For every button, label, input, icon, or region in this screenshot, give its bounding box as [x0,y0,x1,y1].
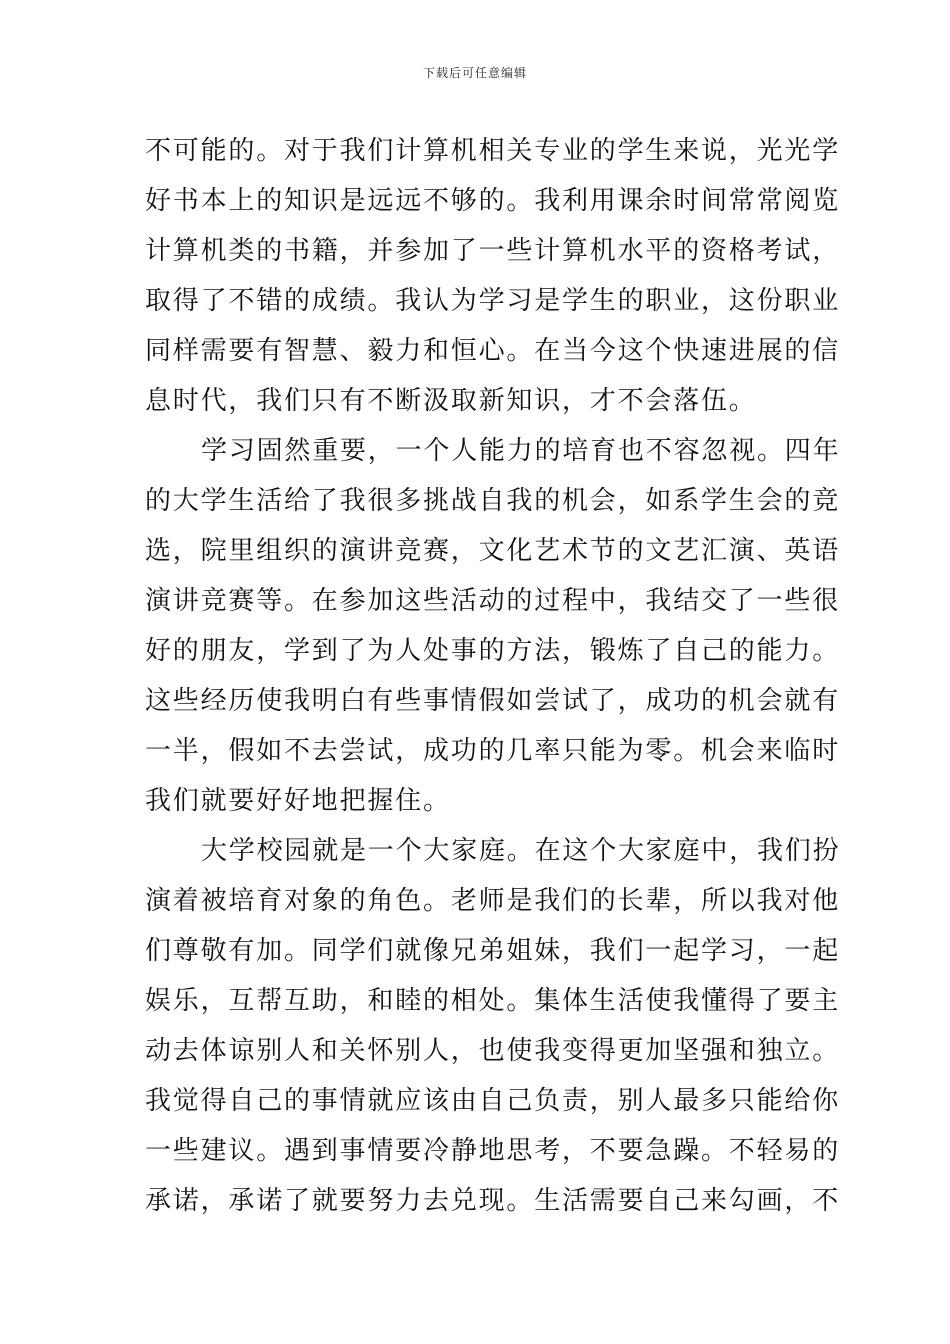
text-line: 承诺，承诺了就要努力去兑现。生活需要自己来勾画，不 [145,1186,841,1216]
text-line: 不可能的。对于我们计算机相关专业的学生来说，光光学 [145,136,841,166]
text-line-first: 大学校园就是一个大家庭。在这个大家庭中，我们扮 [201,836,841,866]
text-line: 的大学生活给了我很多挑战自我的机会，如系学生会的竞 [145,486,841,516]
text-line: 一些建议。遇到事情要冷静地思考，不要急躁。不轻易的 [145,1136,841,1166]
text-line: 取得了不错的成绩。我认为学习是学生的职业，这份职业 [145,286,841,316]
text-line: 们尊敬有加。同学们就像兄弟姐妹，我们一起学习，一起 [145,936,841,966]
text-line: 演讲竞赛等。在参加这些活动的过程中，我结交了一些很 [145,586,841,616]
text-line-first: 学习固然重要，一个人能力的培育也不容忽视。四年 [201,436,841,466]
text-line: 同样需要有智慧、毅力和恒心。在当今这个快速进展的信 [145,336,841,366]
text-line: 好书本上的知识是远远不够的。我利用课余时间常常阅览 [145,186,841,216]
text-line: 动去体谅别人和关怀别人，也使我变得更加坚强和独立。 [145,1036,841,1066]
text-line: 我觉得自己的事情就应该由自己负责，别人最多只能给你 [145,1086,841,1116]
paragraph-1 [145,126,841,426]
text-line: 演着被培育对象的角色。老师是我们的长辈，所以我对他 [145,886,841,916]
text-line: 娱乐，互帮互助，和睦的相处。集体生活使我懂得了要主 [145,986,841,1016]
paragraph-2 [145,426,841,826]
text-line: 选，院里组织的演讲竞赛，文化艺术节的文艺汇演、英语 [145,536,841,566]
document-body [145,126,841,1226]
text-line: 一半，假如不去尝试，成功的几率只能为零。机会来临时 [145,736,841,766]
text-line: 这些经历使我明白有些事情假如尝试了，成功的机会就有 [145,686,841,716]
paragraph-3 [145,826,841,1226]
text-line: 计算机类的书籍，并参加了一些计算机水平的资格考试， [145,236,841,266]
text-line: 息时代，我们只有不断汲取新知识，才不会落伍。 [145,386,757,416]
text-line: 我们就要好好地把握住。 [145,786,451,816]
text-line: 好的朋友，学到了为人处事的方法，锻炼了自己的能力。 [145,636,841,666]
page-header: 下载后可任意编辑 [422,66,527,80]
